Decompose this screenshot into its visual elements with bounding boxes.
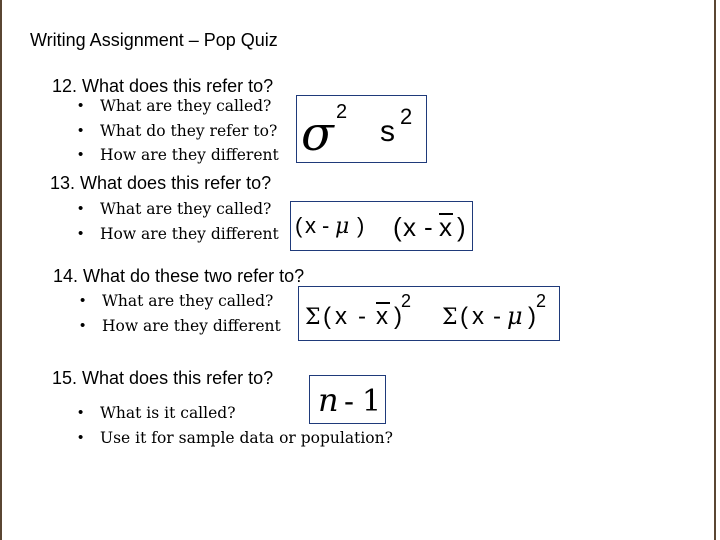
bullet-icon: • xyxy=(78,428,84,446)
n-variable: n xyxy=(318,381,339,419)
sigma-superscript: 2 xyxy=(336,101,348,123)
formula-variance-box xyxy=(296,95,427,163)
open-paren: ( xyxy=(460,303,468,330)
question-12-bullets xyxy=(72,94,279,168)
bullet-text: What is it called? xyxy=(100,404,236,422)
x-variable: x xyxy=(305,213,316,238)
question-15-heading: 15. What does this refer to? xyxy=(52,368,274,388)
question-13-bullet-1 xyxy=(72,197,279,222)
minus-sign: - xyxy=(493,303,501,330)
open-paren: ( xyxy=(295,213,303,238)
close-paren: ) xyxy=(528,303,536,330)
question-12-bullet-3 xyxy=(72,143,279,168)
bullet-icon: • xyxy=(78,404,84,421)
question-15-bullet-2 xyxy=(72,426,393,451)
minus-sign: - xyxy=(424,212,433,242)
s-superscript: 2 xyxy=(400,104,413,129)
bullet-text: What are they called? xyxy=(100,200,272,218)
s-symbol: s xyxy=(380,115,395,148)
question-13-bullets xyxy=(72,197,279,246)
one-digit: 1 xyxy=(362,384,382,419)
question-12-heading: 12. What does this refer to? xyxy=(52,76,274,96)
minus-sign: - xyxy=(322,213,330,238)
bullet-icon: • xyxy=(80,316,86,334)
formula-degrees-freedom-box xyxy=(309,375,386,424)
bullet-text: What are they called? xyxy=(102,292,274,310)
formula-deviation-box xyxy=(290,201,473,251)
bullet-icon: • xyxy=(78,224,84,242)
question-12-bullet-1 xyxy=(72,94,279,119)
mu-symbol: μ xyxy=(507,302,523,330)
question-12-bullet-2 xyxy=(72,119,279,144)
x-bar-symbol: x xyxy=(439,212,452,242)
bullet-text: What do they refer to? xyxy=(100,121,278,140)
x-bar-symbol: x xyxy=(376,303,388,330)
minus-sign: - xyxy=(358,303,366,330)
close-paren: ) xyxy=(357,213,365,238)
bullet-text: How are they different xyxy=(100,146,279,164)
bullet-text: How are they different xyxy=(100,224,279,243)
bullet-icon: • xyxy=(78,97,84,114)
x-variable: x xyxy=(403,212,416,242)
question-14-bullet-2 xyxy=(74,314,281,339)
open-paren: ( xyxy=(323,303,331,330)
question-14-bullet-1 xyxy=(74,289,281,314)
bullet-icon: • xyxy=(78,146,84,163)
sum-symbol: Σ xyxy=(305,305,321,330)
formula-sum-squares-box xyxy=(298,286,560,341)
slide-title: Writing Assignment – Pop Quiz xyxy=(30,30,278,50)
x-variable: x xyxy=(335,303,347,330)
bullet-icon: • xyxy=(80,292,86,309)
bullet-icon: • xyxy=(78,121,84,139)
question-14-heading: 14. What do these two refer to? xyxy=(53,266,305,286)
mu-symbol: μ xyxy=(335,214,350,239)
question-14-bullets xyxy=(74,289,281,338)
bullet-text: How are they different xyxy=(102,316,281,335)
sigma-symbol: σ xyxy=(301,106,334,162)
question-13-heading: 13. What does this refer to? xyxy=(50,173,272,193)
bullet-icon: • xyxy=(78,200,84,217)
sum-symbol: Σ xyxy=(442,305,458,330)
bullet-text: Use it for sample data or population? xyxy=(100,428,393,447)
square-exponent: 2 xyxy=(536,291,547,311)
close-paren: ) xyxy=(457,212,466,242)
bullet-text: What are they called? xyxy=(100,97,272,115)
open-paren: ( xyxy=(393,212,402,242)
close-paren: ) xyxy=(394,303,402,330)
minus-sign: - xyxy=(344,385,354,418)
question-13-bullet-2 xyxy=(72,222,279,247)
square-exponent: 2 xyxy=(401,291,412,311)
x-variable: x xyxy=(472,303,484,330)
